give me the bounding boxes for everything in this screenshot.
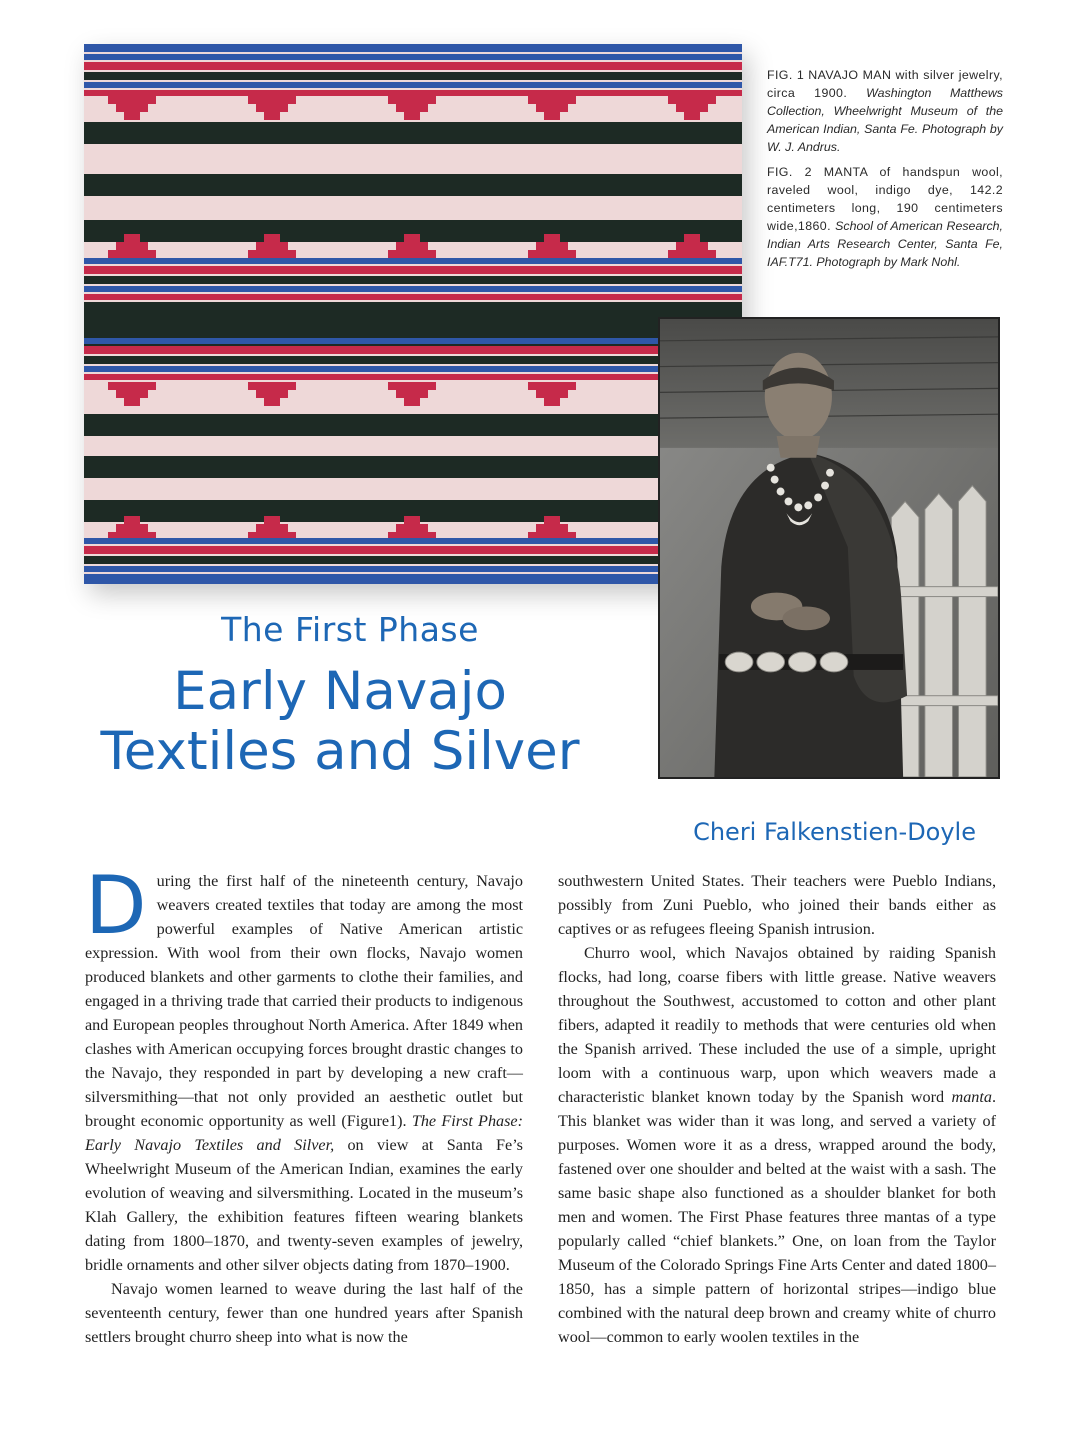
- textile-stripe: [84, 276, 742, 284]
- textile-stripe: [84, 258, 742, 264]
- textile-stripe: [84, 294, 742, 300]
- article-paragraph: southwestern United States. Their teachers were Pueblo Indians, possibly from Zuni Pueblo, who joined their bands either as captives or as refugees fleeing Spanish intrusion.: [558, 872, 996, 938]
- textile-stripe: [84, 556, 742, 564]
- fig2-caption-label: FIG. 2 MANTA of handspun wool, raveled wool, indigo dye, 142.2 centimeters long, 190 centimeters wide,1860.: [767, 165, 1003, 233]
- textile-stripe: [84, 266, 742, 274]
- article-paragraph: [85, 859, 524, 1277]
- article-paragraph: Navajo women learned to weave during the last half of the seventeenth century, fewer than one hundred years after Spanish settlers brought churro sheep into what is now the: [85, 1280, 523, 1346]
- fig1-caption-label: FIG. 1 NAVAJO MAN with silver jewelry, circa 1900.: [767, 68, 1003, 100]
- paragraph-text: on view at Santa Fe’s Wheelwright Museum of the American Indian, examines the early evolution of weaving and silversmithing. Located in the museum’s Klah Gallery, the exhibition features fifteen wearing blankets dating from 1800–1870, and twenty-seven examples of jewelry, bridle ornaments and other silver objects dating from 1870–1900.: [85, 1136, 523, 1274]
- textile-stripe: [84, 346, 742, 354]
- navajo-man-photograph: [658, 317, 1000, 779]
- navajo-man-graphic: [660, 319, 998, 777]
- textile-stripe: [84, 286, 742, 292]
- fig2-caption: [767, 163, 1003, 271]
- textile-stripe: [84, 566, 742, 572]
- textile-stripe: [84, 546, 742, 554]
- textile-stripe: [84, 356, 742, 364]
- fig2-caption-credit: School of American Research, Indian Arts Research Center, Santa Fe, IAF.T71. Photograph by Mark Nohl.: [767, 219, 1003, 269]
- figure-captions: [767, 66, 1003, 278]
- drop-cap: D: [85, 859, 147, 952]
- article-column-right: [558, 869, 996, 1349]
- textile-stripe: [84, 72, 742, 80]
- textile-stripe: [84, 574, 742, 584]
- textile-stripe: [84, 302, 742, 352]
- paragraph-text: Churro wool, which Navajos obtained by raiding Spanish flocks, had long, coarse fibers with little grease. Native weavers throughout the Southwest, accustomed to cotton and other plant fibers, adapted it readily to methods that were centuries old when the Spanish arrived. These included the use of a simple, upright loom with a continuous warp, upon which weavers made a characteristic blanket known today by the Spanish word: [558, 944, 996, 1106]
- textile-stripe: [84, 90, 742, 96]
- exhibition-title: The First Phase: Early Navajo Textiles and Silver,: [85, 1112, 524, 1154]
- textile-stripe: [84, 338, 742, 344]
- textile-stripe: [84, 44, 742, 52]
- article-title: [0, 662, 680, 782]
- paragraph-text: uring the first half of the nineteenth century, Navajo weavers created textiles that today are among the most powerful examples of Native American artistic expression. With wool from their own flocks, Navajo women produced blankets and other garments to clothe their families, and engaged in a thriving trade that carried their products to indigenous and European peoples throughout North America. After 1849 when clashes with American occupying forces brought drastic changes to the Navajo, they responded in part by developing a new craft—silversmithing—that not only provided an aesthetic outlet but brought economic opportunity as well (Figure1).: [85, 872, 523, 1130]
- textile-stripe: [84, 538, 742, 544]
- fig1-caption-credit: Washington Matthews Collection, Wheelwright Museum of the American Indian, Santa Fe. Photograph by W. J. Andrus.: [767, 86, 1003, 154]
- textile-stripe: [84, 174, 742, 196]
- manta-textile-graphic: [84, 44, 742, 584]
- manta-textile-image: [84, 44, 742, 584]
- article-title-line1: Early Navajo: [173, 661, 507, 722]
- article-paragraph: [558, 941, 996, 1349]
- article-title-line2: Textiles and Silver: [100, 721, 580, 782]
- article-kicker: The First Phase: [221, 610, 479, 649]
- textile-stripe: [84, 54, 742, 60]
- textile-stripe: [84, 374, 742, 380]
- textile-stripe: [84, 62, 742, 70]
- textile-stripe: [84, 456, 742, 478]
- textile-stripe: [84, 414, 742, 436]
- textile-stripe: [84, 82, 742, 88]
- fig1-caption: [767, 66, 1003, 156]
- paragraph-text: . This blanket was wider than it was long, and served a variety of purposes. Women wore it as a dress, wrapped around the body, fastened over one shoulder and belted at the waist with a sash. The same basic shape also functioned as a shoulder blanket for both men and women. The First Phase features three mantas of a type popularly called “chief blankets.” One, on loan from the Taylor Museum of the Colorado Springs Fine Arts Center and dated 1800–1850, has a simple pattern of horizontal stripes—indigo blue combined with the natural deep brown and creamy white of churro wool—common to early woolen textiles in the: [558, 1088, 997, 1346]
- manta-term: manta: [951, 1088, 992, 1106]
- textile-stripe: [84, 366, 742, 372]
- article-column-left: [85, 859, 524, 1349]
- author-byline: Cheri Falkenstien-Doyle: [693, 818, 976, 846]
- textile-stripe: [84, 122, 742, 144]
